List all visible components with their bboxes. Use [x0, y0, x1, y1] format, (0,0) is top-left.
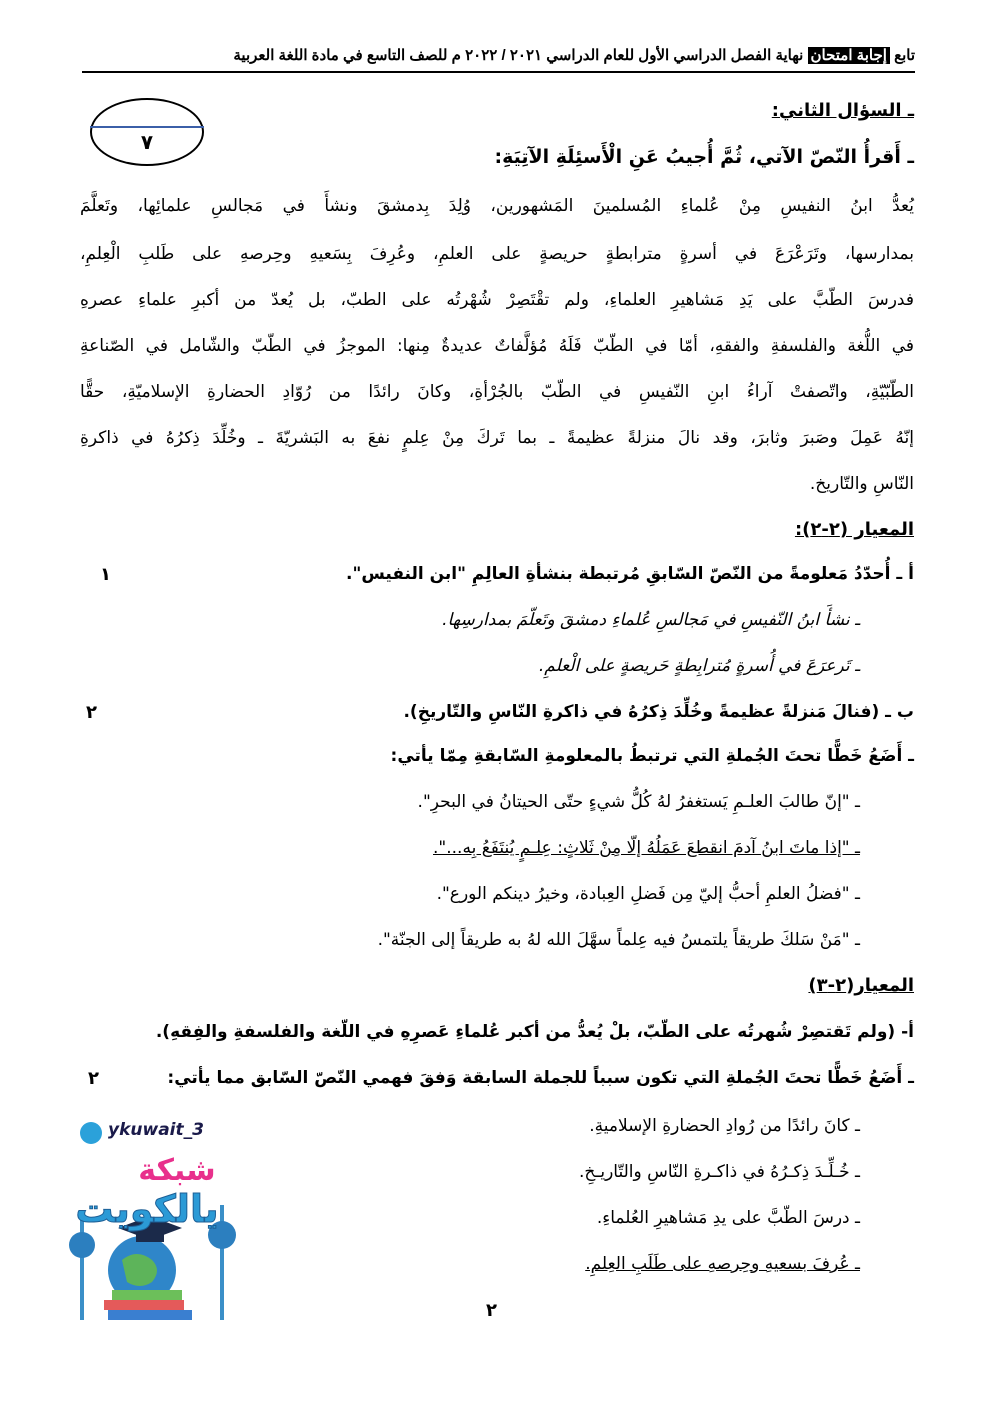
header-boxed-label: إجابة امتحان	[808, 47, 890, 64]
passage-line: فدرسَ الطّبَّ على يَدِ مَشاهيرِ العلماءِ، ولم تقْتَصِرْ شُهْرتُه على الطبّ، بل يُعدّ من أكبرِ علماءِ عصرهِ	[80, 290, 914, 310]
header-text: نهاية الفصل الدراسي الأول للعام الدراسي ٢٠٢١ / ٢٠٢٢ م للصف التاسع في مادة اللغة العربية	[233, 47, 804, 64]
section1-title: المعيار (٢-٢):	[794, 519, 914, 540]
section1-instruction: ـ أَضَعُ خَطًّا تحتَ الجُملةِ التي ترتبطُ بالمعلومةِ السّابقةِ مِمّا يأتي:	[390, 746, 914, 766]
score-value: ٧	[140, 130, 154, 154]
question-title: ـ السؤال الثاني:	[771, 100, 914, 121]
header-prefix: تابع	[894, 47, 915, 64]
network-logo	[52, 1150, 242, 1330]
passage-line: يُعدُّ ابنُ النفيسِ مِنْ عُلماءِ المُسلمينَ المَشهورين، وُلِدَ بِدمشقَ ونشأَ في مَجالسِ علمائِها، وتَعلَّمَ	[80, 196, 914, 216]
section2-option: ـ درسَ الطّبَّ على يدِ مَشاهيرِ العُلماءِ.	[596, 1208, 860, 1228]
section1-option: ـ "إنّ طالبَ العلـمِ يَستغفرُ لهُ كُلُّ شيءٍ حتّى الحيتانُ في البحرِ".	[417, 792, 860, 812]
section1-answer: ـ تَرعرَعَ في أُسرةٍ مُترابِطةٍ حَريصةٍ على الْعلمِ.	[538, 656, 860, 676]
telegram-icon	[80, 1122, 102, 1144]
passage-line: النّاسِ والتّاريخ.	[809, 474, 914, 494]
section2-option: ـ خُـلِّـدَ ذِكـرُهُ في ذاكـرةِ النّاسِ والتّاريـخِ.	[579, 1162, 860, 1182]
passage-line: في اللُّغة والفلسفةِ والفقهِ، أمّا في الطّبّ فَلَهُ مُؤلَّفاتٌ عديدةٌ مِنها: الموجزُ في الطّبّ والشّامل في الصّناعةِ	[80, 336, 914, 356]
passage-line: بمدارسها، وتَرَعْرَعَ في أسرةٍ مترابطةٍ حريصةٍ على العلمِ، وعُرِفَ بِسَعيهِ وحِرصهِ على طَلبِ الْعِلمِ،	[80, 244, 914, 264]
section2-title: المعيار(٢-٣)	[808, 975, 914, 996]
section2-instruction: ـ أَضَعُ خَطًّا تحتَ الجُملةِ التي تكون سبباً للجملة السابقة وَفقَ فهمي النّصّ السّابق مما يأتي:	[167, 1068, 914, 1088]
header-rule	[82, 71, 915, 73]
logo-line1: شبكة	[138, 1153, 216, 1188]
passage-line: إنّهُ عَمِلَ وصَبرَ وثابرَ، وقد نالَ منزلةً عظيمةً ـ بما تَركَ مِنْ عِلمٍ نفعَ به البَشريّةَ ـ وخُلِّدَ ذِكرُهُ في ذاكرةِ	[80, 428, 914, 448]
logo-line2: يالكويت	[75, 1187, 219, 1231]
page-header	[82, 46, 915, 64]
passage-line: الطّبّيّةِ، واتّصفتْ آراءُ ابنِ النّفيسِ في الطّبّ بالجُرْأةِ، وكانَ رائدًا من رُوّادِ الحضارةِ الإسلاميّةِ، حقًّا	[80, 382, 914, 402]
section1-answer: ـ نشأَ ابنُ النّفيسِ في مَجالسِ عُلماءِ دمشقَ وتَعلّمَ بمدارسِها.	[442, 610, 860, 630]
section1-question-b: ب ـ (فنالَ مَنزلةً عظيمةً وخُلِّدَ ذِكرُهُ في ذاكرةِ النّاسِ والتّاريخِ).	[403, 702, 914, 722]
books-icon	[104, 1300, 184, 1310]
section1-qb-mark: ٢	[86, 702, 97, 723]
section2-instruction-mark: ٢	[88, 1068, 99, 1089]
logo-graphic	[52, 1150, 242, 1330]
section1-option: ـ "مَنْ سَلكَ طريقاً يلتمسُ فيه عِلماً سهَّلَ الله لهُ به طريقاً إلى الجنّة".	[377, 930, 860, 950]
section1-option: ـ "فضلُ العلمِ أحبُّ إليّ مِن فَضلِ العِبادة، وخيرُ دينكم الورع".	[436, 884, 860, 904]
score-oval-divider	[90, 126, 204, 128]
section2-option-underlined: ـ عُرفَ بسعيهِ وحِرصهِ على طَلَبِ العِلمِ.	[585, 1254, 860, 1274]
section2-question-a: أ- (ولم تَقتصِرْ شُهرتُه على الطّبّ، بلْ يُعدُّ من أكبر عُلماءِ عَصرِهِ في اللّغة والفلسفةِ والفِقهِ).	[155, 1022, 914, 1042]
section1-question-a: أ ـ أُحدّدُ مَعلومةً من النّصّ السّابقِ مُرتبطة بنشأةِ العالِمِ "ابن النفيس".	[346, 564, 914, 584]
section1-option-underlined: ـ "إذا ماتَ ابنُ آدمَ انقطعَ عَمَلُهُ إلّا مِنْ ثَلاثٍ: عِلـمٍ يُنتَفَعُ بِه...".	[433, 838, 860, 858]
section2-option: ـ كانَ رائدًا من رُوادِ الحضارةِ الإسلاميةِ.	[589, 1116, 860, 1136]
page-number: ٢	[486, 1300, 497, 1321]
channel-handle: ykuwait_3	[108, 1120, 204, 1140]
section1-qa-mark: ١	[100, 564, 111, 585]
question-instruction: ـ أَقرأُ النّصّ الآتي، ثُمَّ أُجيبُ عَنِ الْأَسئِلَةِ الآتِيَةِ:	[494, 146, 914, 168]
